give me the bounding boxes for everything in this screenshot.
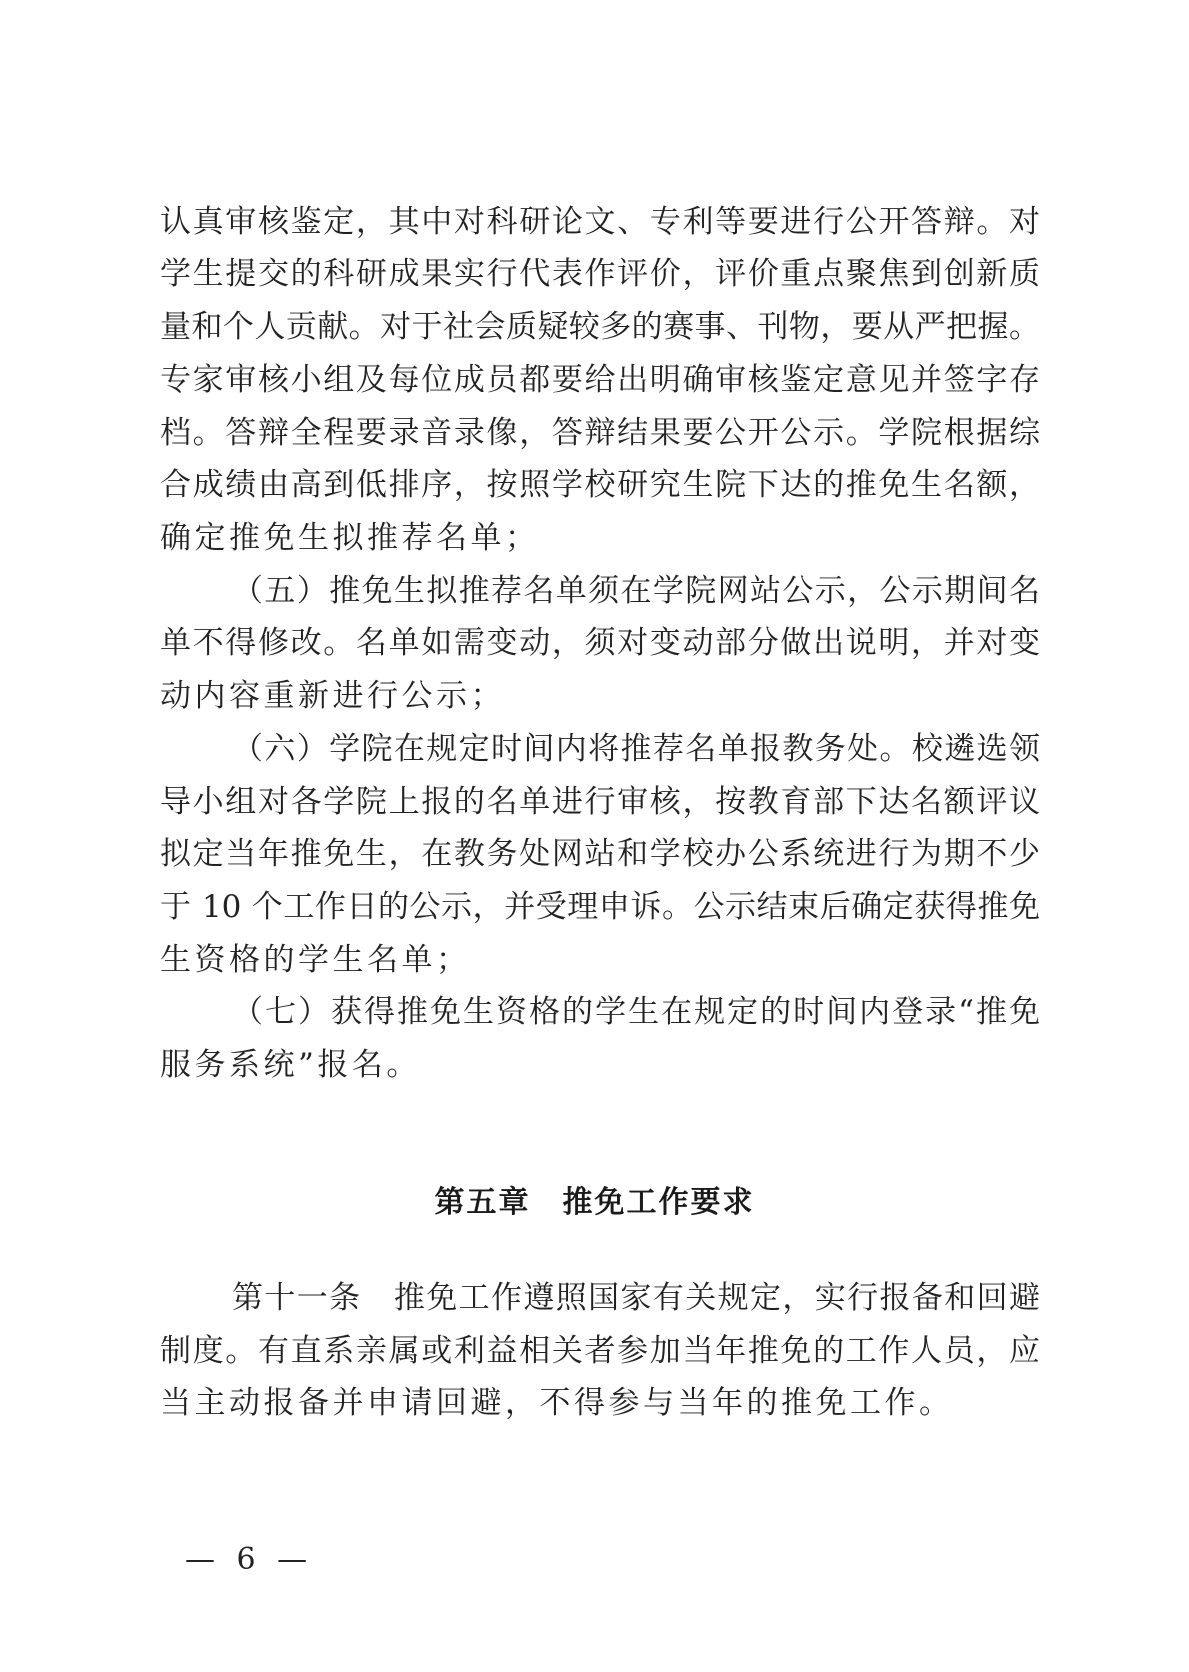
paragraph-line: 专家审核小组及每位成员都要给出明确审核鉴定意见并签字存 xyxy=(160,362,1040,398)
paragraph-line: 学生提交的科研成果实行代表作评价，评价重点聚焦到创新质 xyxy=(160,256,1040,292)
paragraph-line: 第十一条 推免工作遵照国家有关规定，实行报备和回避 xyxy=(232,1280,1040,1316)
paragraph-line: 合成绩由高到低排序，按照学校研究生院下达的推免生名额， xyxy=(160,467,1040,503)
paragraph-line: 服务系统”报名。 xyxy=(160,1047,421,1083)
paragraph-line: 动内容重新进行公示； xyxy=(160,678,505,714)
paragraph-line: （七）获得推免生资格的学生在规定的时间内登录“推免 xyxy=(232,994,1040,1030)
chapter-heading: 第五章 推免工作要求 xyxy=(434,1185,755,1220)
paragraph-line: 当主动报备并申请回避，不得参与当年的推免工作。 xyxy=(160,1385,954,1421)
paragraph-line: （六）学院在规定时间内将推荐名单报教务处。校遴选领 xyxy=(232,731,1040,767)
paragraph-line: 量和个人贡献。对于社会质疑较多的赛事、刊物，要从严把握。 xyxy=(160,309,1040,345)
paragraph-line: 单不得修改。名单如需变动，须对变动部分做出说明，并对变 xyxy=(160,625,1040,661)
paragraph-line: 确定推免生拟推荐名单； xyxy=(160,520,540,556)
paragraph-line: 认真审核鉴定，其中对科研论文、专利等要进行公开答辩。对 xyxy=(160,204,1040,240)
paragraph-line: 生资格的学生名单； xyxy=(160,942,471,978)
paragraph-line: （五）推免生拟推荐名单须在学院网站公示，公示期间名 xyxy=(232,573,1040,609)
paragraph-line: 导小组对各学院上报的名单进行审核，按教育部下达名额评议 xyxy=(160,784,1040,820)
page-number: — 6 — xyxy=(185,1542,314,1577)
paragraph-line: 于 10 个工作日的公示，并受理申诉。公示结束后确定获得推免 xyxy=(160,889,1040,925)
paragraph-line: 制度。有直系亲属或利益相关者参加当年推免的工作人员，应 xyxy=(160,1333,1040,1369)
paragraph-line: 拟定当年推免生，在教务处网站和学校办公系统进行为期不少 xyxy=(160,836,1040,872)
paragraph-line: 档。答辩全程要录音录像，答辩结果要公开公示。学院根据综 xyxy=(160,415,1040,451)
